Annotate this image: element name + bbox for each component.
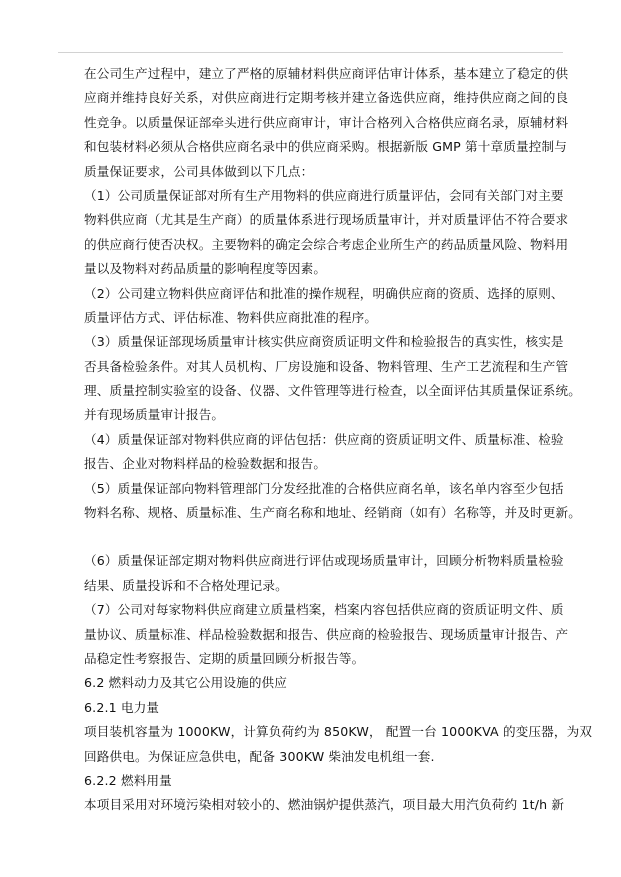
- list-item-line: （6）质量保证部定期对物料供应商进行评估或现场质量审计，回顾分析物料质量检验: [84, 553, 564, 569]
- list-item-line: 并有现场质量审计报告。: [84, 407, 225, 423]
- list-item-line: 结果、质量投诉和不合格处理记录。: [84, 577, 288, 593]
- list-item-line: 量以及物料对药品质量的影响程度等因素。: [84, 261, 327, 277]
- list-item-line: 物料名称、规格、质量标准、生产商名称和地址、经销商（如有）名称等，并及时更新。: [84, 505, 582, 521]
- list-item-line: 物料供应商（尤其是生产商）的质量体系进行现场质量审计，并对质量评估不符合要求: [84, 212, 569, 228]
- paragraph-line: 本项目采用对环境污染相对较小的、燃油锅炉提供蒸汽，项目最大用汽负荷约 1t/h 新: [84, 797, 565, 813]
- subsection-heading: 6.2.2 燃料用量: [84, 772, 172, 788]
- section-heading: 6.2 燃料动力及其它公用设施的供应: [84, 675, 288, 691]
- list-item-line: 的供应商行使否决权。主要物料的确定会综合考虑企业所生产的药品质量风险、物料用: [84, 236, 569, 252]
- list-item-line: （5）质量保证部向物料管理部门分发经批准的合格供应商名单，该名单内容至少包括: [84, 480, 564, 496]
- list-item-line: （1）公司质量保证部对所有生产用物料的供应商进行质量评估，会同有关部门对主要: [84, 187, 564, 203]
- paragraph-line: 和包装材料必须从合格供应商名录中的供应商采购。根据新版 GMP 第十章质量控制与: [84, 139, 568, 155]
- paragraph-line: 回路供电。为保证应急供电，配备 300KW 柴油发电机组一套.: [84, 748, 435, 764]
- list-item-line: （7）公司对每家物料供应商建立质量档案，档案内容包括供应商的资质证明文件、质: [84, 602, 564, 618]
- paragraph-line: 在公司生产过程中，建立了严格的原辅材料供应商评估审计体系，基本建立了稳定的供: [84, 66, 569, 81]
- list-item-line: 质量评估方式、评估标准、物料供应商批准的程序。: [84, 309, 378, 325]
- list-item-line: （4）质量保证部对物料供应商的评估包括：供应商的资质证明文件、质量标准、检验: [84, 431, 564, 447]
- list-item-line: 报告、企业对物料样品的检验数据和报告。: [84, 456, 327, 472]
- list-item-line: （2）公司建立物料供应商评估和批准的操作规程，明确供应商的资质、选择的原则、: [84, 285, 564, 301]
- paragraph-line: 应商并维持良好关系，对供应商进行定期考核并建立备选供应商，维持供应商之间的良: [84, 90, 569, 106]
- subsection-heading: 6.2.1 电力量: [84, 699, 160, 715]
- document-body: [84, 62, 593, 818]
- paragraph-line: 性竞争。以质量保证部牵头进行供应商审计，审计合格列入合格供应商名录，原辅材料: [84, 114, 569, 130]
- paragraph-line: 项目装机容量为 1000KW，计算负荷约为 850KW， 配置一台 1000KVA 的变压器，为双: [84, 724, 593, 740]
- paragraph-line: 质量保证要求，公司具体做到以下几点：: [84, 163, 314, 179]
- list-item-line: 品稳定性考察报告、定期的质量回顾分析报告等。: [84, 650, 365, 666]
- list-item-line: 量协议、质量标准、样品检验数据和报告、供应商的检验报告、现场质量审计报告、产: [84, 626, 569, 642]
- list-item-line: 否具备检验条件。对其人员机构、厂房设施和设备、物料管理、生产工艺流程和生产管: [84, 358, 569, 374]
- list-item-line: （3）质量保证部现场质量审计核实供应商资质证明文件和检验报告的真实性，核实是: [84, 334, 564, 350]
- header-rule: [58, 52, 563, 53]
- list-item-line: 理、质量控制实验室的设备、仪器、文件管理等进行检查，以全面评估其质量保证系统。: [84, 383, 582, 399]
